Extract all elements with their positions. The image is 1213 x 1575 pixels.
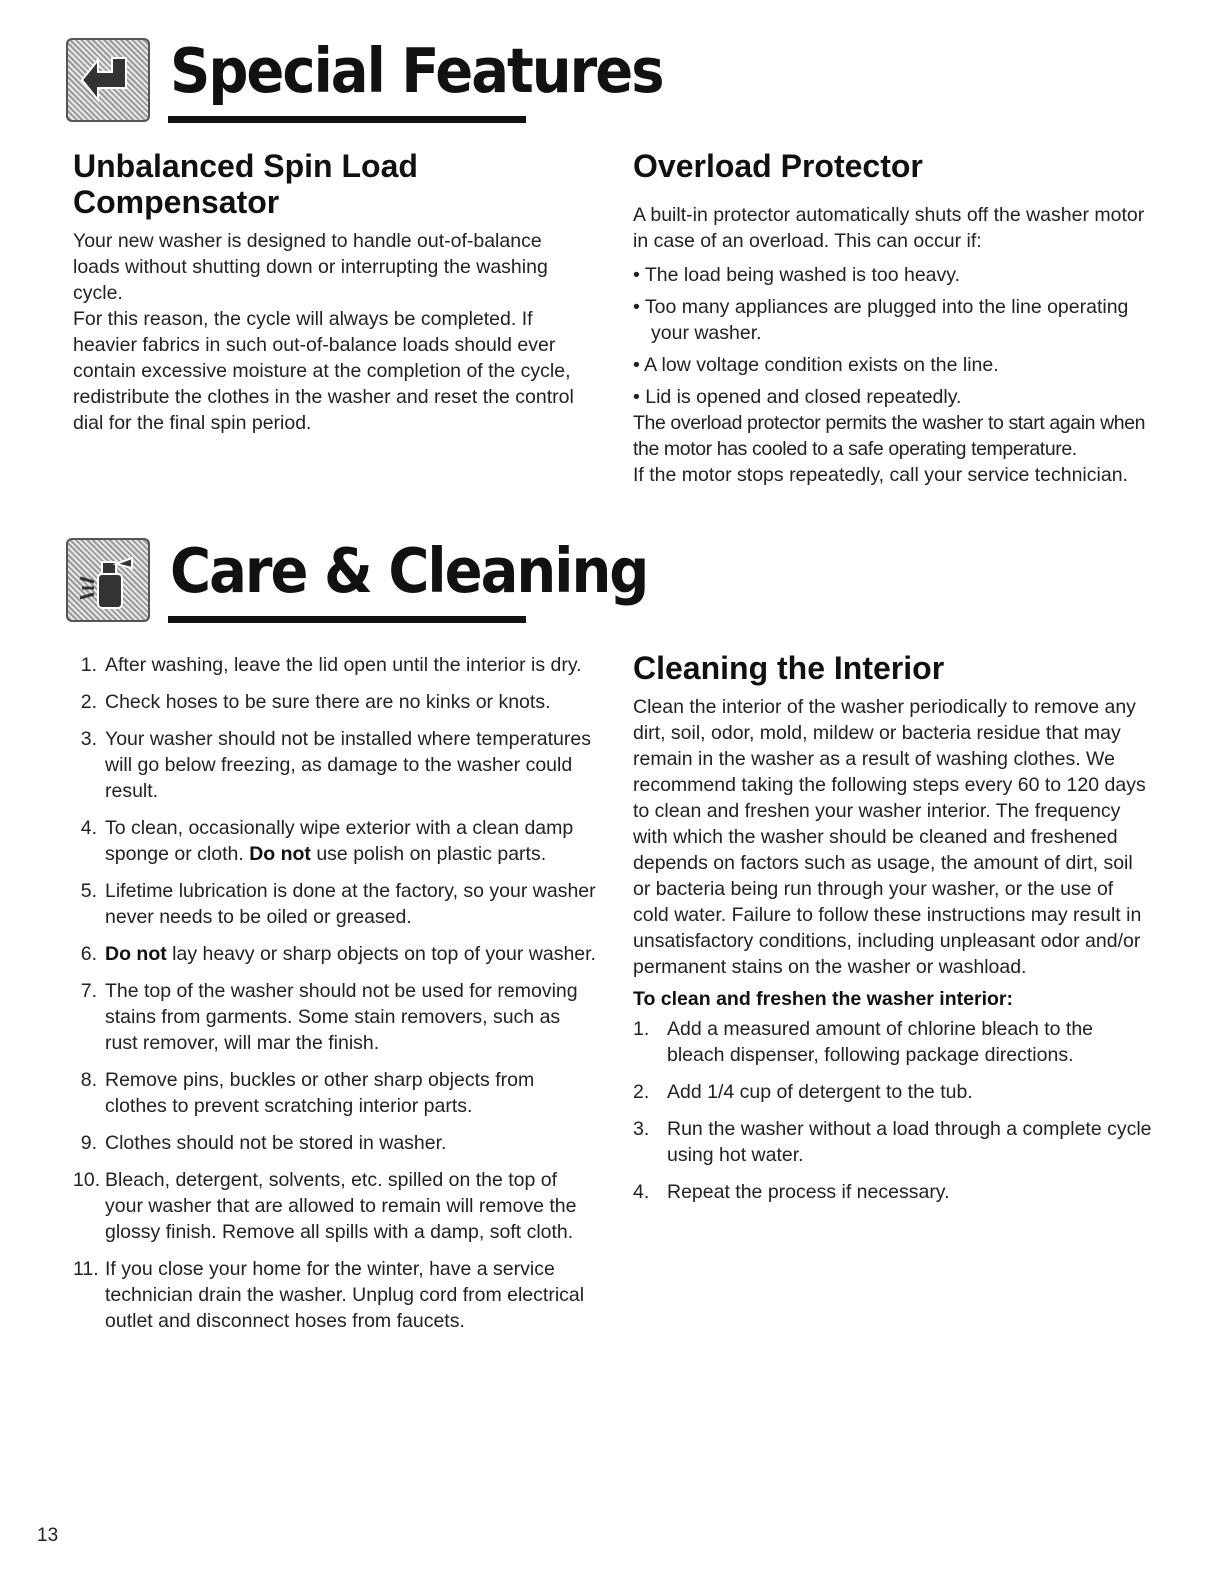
care-list [73,652,598,1334]
list-item: 10. Bleach, detergent, solvents, etc. spilled on the top of your washer that are allowed to remain will remove the glossy finish. Remove all spills with a damp, soft cloth. [73,1169,577,1243]
overload-intro: A built-in protector automatically shuts off the washer motor in case of an overload. This can occur if: [633,204,1145,252]
overload-paragraph-2: The overload protector permits the washer to start again when the motor has cooled to a safe operating temperature. [633,412,1146,460]
overload-bullet: • Lid is opened and closed repeatedly. [633,386,962,408]
cleaning-interior-section [633,650,1153,1205]
title-underline [168,116,526,123]
list-item: 2. Add 1/4 cup of detergent to the tub. [633,1081,973,1103]
cleaning-interior-subheading: To clean and freshen the washer interior: [633,988,1013,1010]
list-item: 4. To clean, occasionally wipe exterior with a clean damp sponge or cloth. Do not use polish on plastic parts. [80,817,574,865]
overload-bullet: • Too many appliances are plugged into the line operating your washer. [633,296,1129,344]
list-item: 2. Check hoses to be sure there are no kinks or knots. [80,691,551,713]
overload-bullet: • A low voltage condition exists on the line. [633,354,999,376]
overload-section [633,148,1153,488]
list-item: 9. Clothes should not be stored in washer. [80,1132,447,1154]
unbalanced-paragraph-2: For this reason, the cycle will always be completed. If heavier fabrics in such out-of-balance loads should ever contain excessive moisture at the completion of the cycle, redistribute the clothes in the washer and reset the control dial for the final spin period. [73,308,574,434]
section-title-special-features: Special Features [170,36,663,108]
section-title-care-cleaning: Care & Cleaning [170,536,648,608]
list-item: 3. Run the washer without a load through a complete cycle using hot water. [633,1118,1152,1166]
unbalanced-paragraph-1: Your new washer is designed to handle out-of-balance loads without shutting down or interrupting the washing cycle. [73,230,548,304]
overload-paragraph-3: If the motor stops repeatedly, call your service technician. [633,464,1128,486]
title-underline [168,616,526,623]
list-item: 7. The top of the washer should not be used for removing stains from garments. Some stain removers, such as rust remover, will mar the finish. [80,980,578,1054]
unbalanced-heading: Unbalanced Spin Load Compensator [73,148,418,220]
cleaning-interior-heading: Cleaning the Interior [633,650,945,686]
spray-bottle-icon [66,538,150,622]
arrow-icon [66,38,150,122]
list-item: 1. Add a measured amount of chlorine bleach to the bleach dispenser, following package directions. [633,1018,1094,1066]
list-item: 1. After washing, leave the lid open until the interior is dry. [80,654,582,676]
unbalanced-section [73,148,593,436]
cleaning-interior-paragraph: Clean the interior of the washer periodically to remove any dirt, soil, odor, mold, mildew or bacteria residue that may remain in the washer as a result of washing clothes. We recommend taking the following steps every 60 to 120 days to clean and freshen your washer interior. The frequency with which the washer should be cleaned and freshened depends on factors such as usage, the amount of dirt, soil or bacteria being run through your washer, or the use of cold water. Failure to follow these instructions may result in unsatisfactory conditions, including unpleasant odor and/or permanent stains on the washer or washload. [633,696,1146,978]
list-item: 8. Remove pins, buckles or other sharp objects from clothes to prevent scratching interior parts. [80,1069,535,1117]
list-item: 5. Lifetime lubrication is done at the factory, so your washer never needs to be oiled or greased. [80,880,596,928]
care-list-section [73,652,598,1334]
list-item: 3. Your washer should not be installed where temperatures will go below freezing, as damage to the washer could result. [80,728,591,802]
overload-bullet: • The load being washed is too heavy. [633,264,960,286]
overload-heading: Overload Protector [633,148,923,184]
cleaning-steps-list [633,1016,1153,1205]
list-item: 11. If you close your home for the winter, have a service technician drain the washer. Unplug cord from electrical outlet and disconnect hoses from faucets. [73,1258,585,1332]
list-item: 6. Do not lay heavy or sharp objects on top of your washer. [80,943,596,965]
list-item: 4. Repeat the process if necessary. [633,1181,950,1203]
page-number: 13 [37,1525,59,1546]
